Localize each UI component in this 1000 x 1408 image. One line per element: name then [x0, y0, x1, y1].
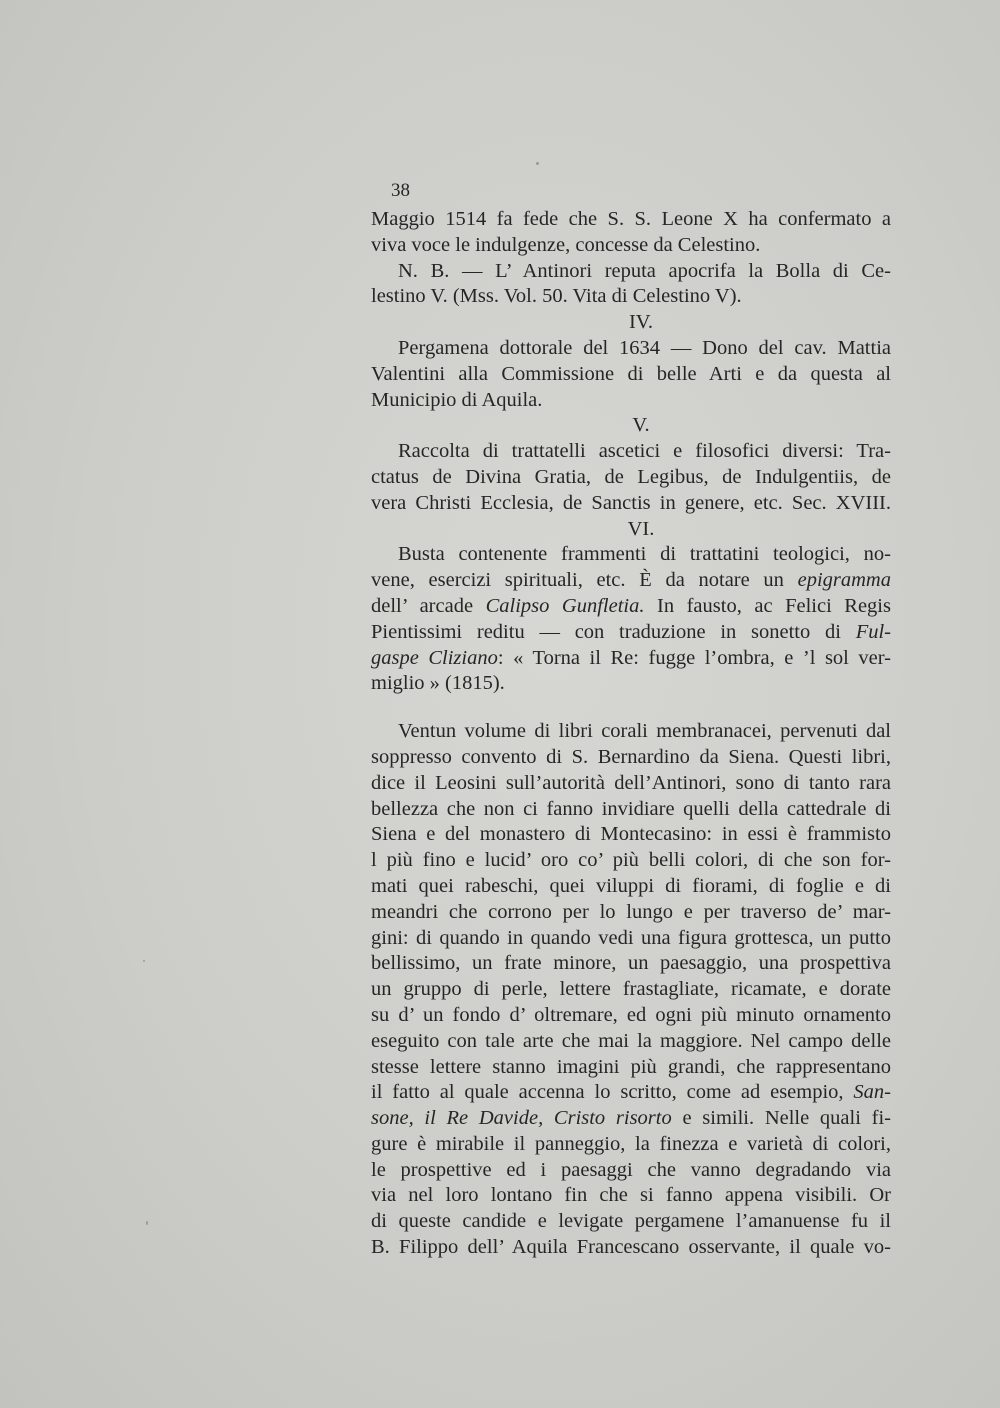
text-line: Siena e del monastero di Montecasino: in essi è frammisto: [371, 823, 891, 846]
text-line: gini: di quando in quando vedi una figura grottesca, un putto: [371, 926, 891, 949]
text-line: le prospettive ed i paesaggi che vanno degradando via: [371, 1158, 891, 1181]
text-line: lestino V. (Mss. Vol. 50. Vita di Celestino V).: [371, 285, 742, 308]
text-line: un gruppo di perle, lettere frastagliate, ricamate, e dorate: [371, 978, 891, 1001]
text-line: meandri che corrono per lo lungo e per traverso de’ mar-: [371, 900, 891, 923]
text-line: bellezza che non ci fanno invidiare quelli della cattedrale di: [371, 797, 891, 820]
page-number: 38: [391, 180, 410, 201]
page-text: [371, 178, 891, 1261]
text-line: Raccolta di trattatelli ascetici e filosofici diversi: Tra-: [398, 440, 891, 463]
text-lines: [371, 207, 891, 1261]
text-line: dell’ arcade Calipso Gunfletia. In fausto, ac Felici Regis: [371, 594, 891, 617]
text-line: Pergamena dottorale del 1634 — Dono del cav. Mattia: [398, 336, 891, 359]
text-line: Municipio di Aquila.: [371, 388, 543, 411]
text-line: gure è mirabile il panneggio, la finezza e varietà di colori,: [371, 1132, 891, 1155]
text-line: stesse lettere stanno imagini più grandi, che rappresentano: [371, 1055, 891, 1078]
section-numeral: V.: [632, 414, 650, 437]
text-line: su d’ un fondo d’ oltremare, ed ogni più minuto ornamento: [371, 1003, 891, 1026]
paper-speck: [143, 960, 145, 962]
text-line: via nel loro lontano fin che si fanno appena visibili. Or: [371, 1184, 891, 1207]
text-line: bellissimo, un frate minore, un paesaggio, una prospettiva: [371, 952, 891, 975]
text-line: sone, il Re Davide, Cristo risorto e simili. Nelle quali fi-: [371, 1107, 891, 1130]
text-line: Pientissimi reditu — con traduzione in sonetto di Ful-: [371, 620, 891, 643]
text-line: N. B. — L’ Antinori reputa apocrifa la Bolla di Ce-: [398, 259, 891, 282]
text-line: Maggio 1514 fa fede che S. S. Leone X ha confermato a: [371, 208, 891, 230]
text-line: vera Christi Ecclesia, de Sanctis in genere, etc. Sec. XVIII.: [371, 491, 891, 514]
text-line: B. Filippo dell’ Aquila Francescano osservante, il quale vo-: [371, 1236, 891, 1259]
text-line: mati quei rabeschi, quei viluppi di fiorami, di foglie e di: [371, 874, 891, 897]
section-numeral: VI.: [627, 517, 655, 540]
text-line: ctatus de Divina Gratia, de Legibus, de Indulgentiis, de: [371, 465, 891, 488]
text-line: Busta contenente frammenti di trattatini teologici, no-: [398, 543, 891, 566]
text-line: il fatto al quale accenna lo scritto, come ad esempio, San-: [371, 1081, 891, 1104]
text-line: dice il Leosini sull’autorità dell’Antinori, sono di tanto rara: [371, 771, 891, 794]
text-line: viva voce le indulgenze, concesse da Celestino.: [371, 233, 761, 256]
text-line: Valentini alla Commissione di belle Arti e da questa al: [371, 362, 891, 385]
paper-speck: [146, 1221, 148, 1225]
text-line: gaspe Cliziano: « Torna il Re: fugge l’ombra, e ’l sol ver-: [371, 646, 891, 669]
text-line: soppresso convento di S. Bernardino da Siena. Questi libri,: [371, 745, 891, 768]
text-line: l più fino e lucid’ oro co’ più belli colori, di che son for-: [371, 849, 891, 872]
paper-speck: [536, 162, 539, 165]
text-line: eseguito con tale arte che mai la maggiore. Nel campo delle: [371, 1029, 891, 1052]
text-line: di queste candide e levigate pergamene l’amanuense fu il: [371, 1210, 891, 1233]
text-line: Ventun volume di libri corali membranacei, pervenuti dal: [398, 720, 891, 743]
text-line: vene, esercizi spirituali, etc. È da notare un epigramma: [371, 569, 891, 592]
paragraph-gap: [371, 697, 891, 719]
section-numeral: IV.: [628, 311, 654, 334]
text-line: miglio » (1815).: [371, 672, 505, 695]
